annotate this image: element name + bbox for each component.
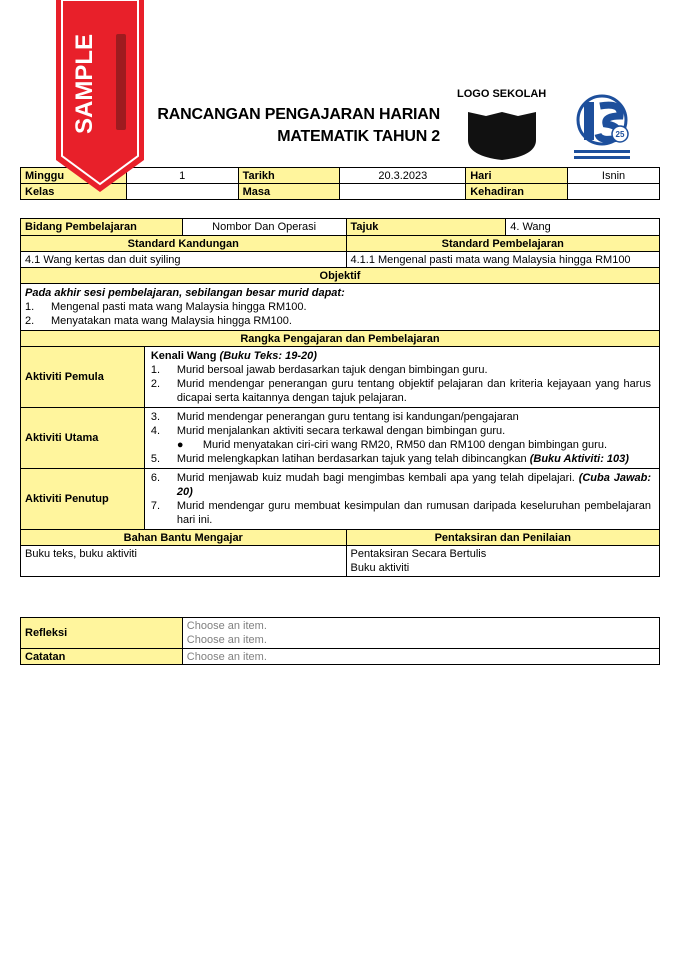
catatan-dropdown[interactable]: Choose an item.: [182, 649, 659, 665]
bbm-label: Bahan Bantu Mengajar: [21, 530, 347, 546]
catatan-label: Catatan: [21, 649, 183, 665]
list-item: ● Murid menyatakan ciri-ciri wang RM20, RM50 dan RM100 dengan bimbingan guru.: [176, 439, 608, 451]
utama-label: Aktiviti Utama: [21, 408, 145, 469]
hari-label: Hari: [466, 168, 568, 184]
tajuk-value: 4. Wang: [506, 219, 660, 236]
list-item: 1. Mengenal pasti mata wang Malaysia hingga RM100.: [25, 301, 307, 313]
kelas-label: Kelas: [21, 184, 127, 200]
pemula-heading: Kenali Wang: [150, 350, 217, 362]
penutup-content: [144, 469, 659, 530]
pemula-heading-ref: (Buku Teks: 19-20): [219, 350, 317, 362]
watermark-text: SAMPLE: [71, 33, 98, 135]
bidang-label: Bidang Pembelajaran: [21, 219, 183, 236]
svg-text:25: 25: [615, 130, 625, 139]
refleksi-label: Refleksi: [21, 618, 183, 649]
refleksi-dropdown-1[interactable]: Choose an item.: [186, 620, 267, 632]
masa-label: Masa: [238, 184, 340, 200]
pentaksiran-value: [346, 546, 660, 577]
lesson-plan-table: [20, 218, 660, 577]
pemula-label: Aktiviti Pemula: [21, 347, 145, 408]
bbm-value: Buku teks, buku aktiviti: [21, 546, 347, 577]
utama-content: [144, 408, 659, 469]
list-item: 2. Murid mendengar penerangan guru tentang objektif pelajaran dan kriteria kejayaan yang harus dicapai serta kaitannya dengan tajuk pelajaran.: [150, 378, 651, 404]
pentaksiran-value-2: Buku aktiviti: [350, 562, 410, 574]
objektif-content: [21, 284, 660, 331]
pentaksiran-label: Pentaksiran dan Penilaian: [346, 530, 660, 546]
masa-value: [340, 184, 466, 200]
reflection-table: [20, 617, 660, 665]
sp-value: 4.1.1 Mengenal pasti mata wang Malaysia hingga RM100: [346, 252, 660, 268]
bidang-value: Nombor Dan Operasi: [182, 219, 346, 236]
pemula-content: [144, 347, 659, 408]
title-line-2: MATEMATIK TAHUN 2: [277, 128, 440, 145]
tarikh-value: 20.3.2023: [340, 168, 466, 184]
list-item: 7. Murid mendengar guru membuat kesimpulan dan rumusan daripada keseluruhan pembelajaran hari ini.: [150, 500, 651, 526]
list-item: 5. Murid melengkapkan latihan berdasarkan tajuk yang telah dibincangkan (Buku Aktiviti: 103): [150, 453, 629, 465]
title-line-1: RANCANGAN PENGAJARAN HARIAN: [157, 106, 440, 123]
objektif-intro: Pada akhir sesi pembelajaran, sebilangan besar murid dapat:: [25, 287, 345, 299]
bullet-icon: ●: [176, 439, 184, 451]
hari-value: Isnin: [568, 168, 660, 184]
tajuk-label: Tajuk: [346, 219, 506, 236]
penutup-label: Aktiviti Penutup: [21, 469, 145, 530]
sk-label: Standard Kandungan: [21, 236, 347, 252]
school-logo-placeholder-icon: [464, 110, 540, 162]
refleksi-dropdown-2[interactable]: Choose an item.: [186, 634, 267, 646]
minggu-label: Minggu: [21, 168, 127, 184]
list-item: 6. Murid menjawab kuiz mudah bagi mengimbas kembali apa yang telah dipelajari. (Cuba Jawab: 20): [150, 472, 652, 498]
sk-value: 4.1 Wang kertas dan duit syiling: [21, 252, 347, 268]
minggu-value: 1: [126, 168, 238, 184]
refleksi-dropdowns: [182, 618, 659, 649]
page-title: [148, 104, 440, 148]
kpm-logo-icon: [570, 92, 634, 162]
kehadiran-label: Kehadiran: [466, 184, 568, 200]
objektif-label: Objektif: [21, 268, 660, 284]
logo-label: LOGO SEKOLAH: [457, 88, 547, 100]
tarikh-label: Tarikh: [238, 168, 340, 184]
rangka-label: Rangka Pengajaran dan Pembelajaran: [21, 331, 660, 347]
list-item: 3. Murid mendengar penerangan guru tentang isi kandungan/pengajaran: [150, 411, 519, 423]
list-item: 4. Murid menjalankan aktiviti secara terkawal dengan bimbingan guru.: [150, 425, 506, 437]
list-item: 1. Murid bersoal jawab berdasarkan tajuk dengan bimbingan guru.: [150, 364, 488, 376]
kehadiran-value: [568, 184, 660, 200]
sp-label: Standard Pembelajaran: [346, 236, 660, 252]
list-item: 2. Menyatakan mata wang Malaysia hingga RM100.: [25, 315, 292, 327]
pentaksiran-value-1: Pentaksiran Secara Bertulis: [350, 548, 487, 560]
sample-ribbon: [56, 0, 144, 192]
